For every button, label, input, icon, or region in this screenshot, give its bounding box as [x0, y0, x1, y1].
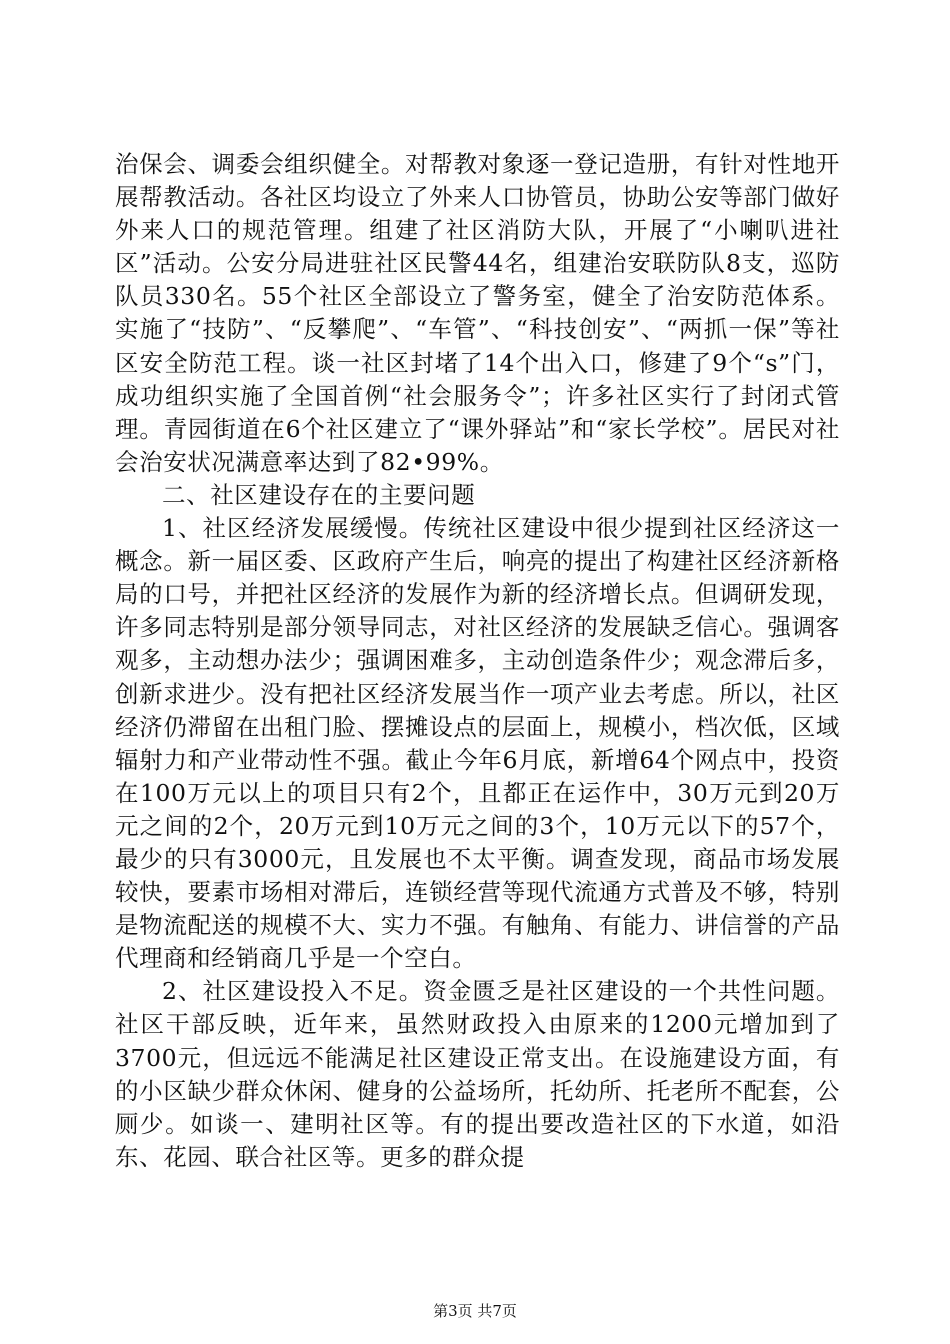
paragraph-economy: 1、社区经济发展缓慢。传统社区建设中很少提到社区经济这一概念。新一届区委、区政府产生后，响亮的提出了构建社区经济新格局的口号，并把社区经济的发展作为新的经济增长点。但调研发现，许多同志特别是部分领导同志，对社区经济的发展缺乏信心。强调客观多，主动想办法少；强调困难多，主动创造条件少；观念滞后多，创新求进少。没有把社区经济发展当作一项产业去考虑。所以，社区经济仍滞留在出租门脸、摆摊设点的层面上，规模小，档次低，区域辐射力和产业带动性不强。截止今年6月底，新增64个网点中，投资在100万元以上的项目只有2个，且都正在运作中，30万元到20万元之间的2个，20万元到10万元之间的3个，10万元以下的57个，最少的只有3000元，且发展也不太平衡。调查发现，商品市场发展较快，要素市场相对滞后，连锁经营等现代流通方式普及不够，特别是物流配送的规模不大、实力不强。有触角、有能力、讲信誉的产品代理商和经销商几乎是一个空白。	[115, 514, 840, 973]
section-heading: 二、社区建设存在的主要问题	[162, 480, 476, 509]
page-footer: 第3页 共7页	[433, 1302, 517, 1320]
document-body	[115, 148, 840, 1174]
paragraph-continuation: 治保会、调委会组织健全。对帮教对象逐一登记造册，有针对性地开展帮教活动。各社区均设立了外来人口协管员，协助公安等部门做好外来人口的规范管理。组建了社区消防大队，开展了“小喇叭进社区”活动。公安分局进驻社区民警44名，组建治安联防队8支，巡防队员330名。55个社区全部设立了警务室，健全了治安防范体系。实施了“技防”、“反攀爬”、“车管”、“科技创安”、“两抓一保”等社区安全防范工程。谈一社区封堵了14个出入口，修建了9个“s”门，成功组织实施了全国首例“社会服务令”；许多社区实行了封闭式管理。青园街道在6个社区建立了“课外驿站”和“家长学校”。居民对社会治安状况满意率达到了82•99%。	[115, 150, 840, 476]
paragraph-investment: 2、社区建设投入不足。资金匮乏是社区建设的一个共性问题。社区干部反映，近年来，虽然财政投入由原来的1200元增加到了3700元，但远远不能满足社区建设正常支出。在设施建设方面，有的小区缺少群众休闲、健身的公益场所，托幼所、托老所不配套，公厕少。如谈一、建明社区等。有的提出要改造社区的下水道，如沿东、花园、联合社区等。更多的群众提	[115, 977, 840, 1171]
